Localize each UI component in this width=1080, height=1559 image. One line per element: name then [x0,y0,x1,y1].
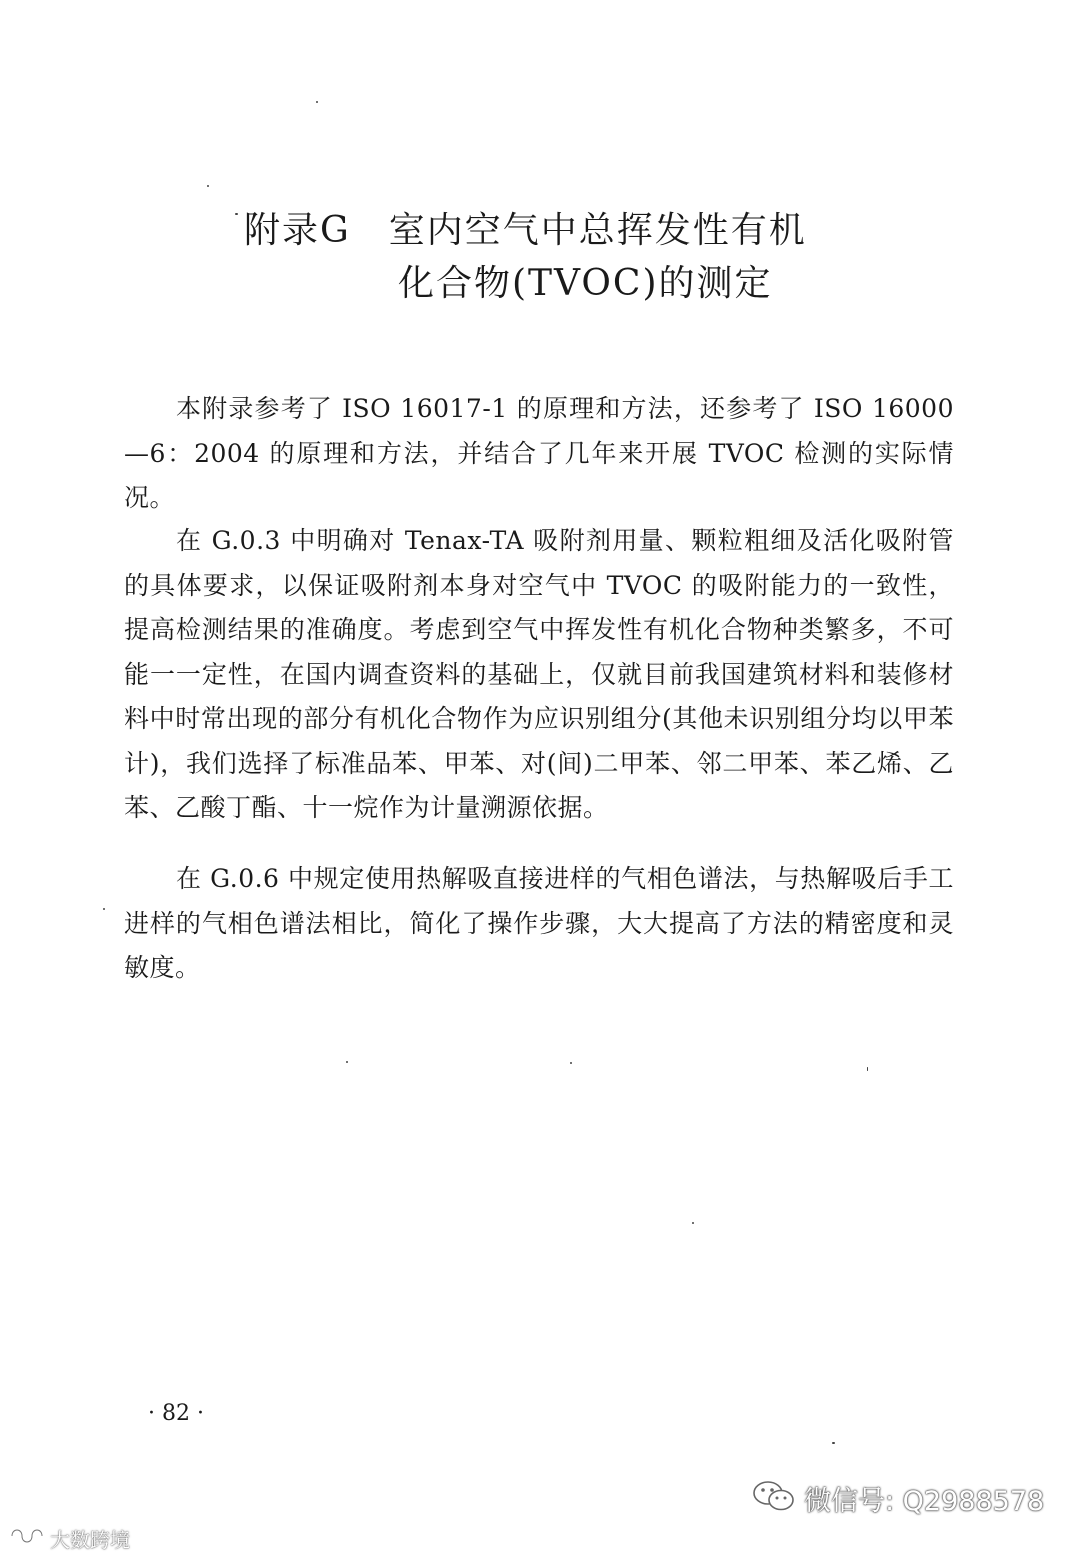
scan-speck [692,1222,694,1224]
scan-speck [867,1067,868,1071]
page-number: · 82 · [148,1401,204,1426]
paragraph-2: 在 G.0.3 中明确对 Tenax-TA 吸附剂用量、颗粒粗细及活化吸附管的具体要求，以保证吸附剂本身对空气中 TVOC 的吸附能力的一致性，提高检测结果的准确度。考虑到空气中挥发性有机化合物种类繁多，不可能一一定性，在国内调查资料的基础上，仅就目前我国建筑材料和装修材料中时常出现的部分有机化合物作为应识别组分(其他未识别组分均以甲苯计)，我们选择了标准品苯、甲苯、对(间)二甲苯、邻二甲苯、苯乙烯、乙苯、乙酸丁酯、十一烷作为计量溯源依据。 [124,526,954,822]
paragraph-1: 本附录参考了 ISO 16017-1 的原理和方法，还参考了 ISO 16000—6：2004 的原理和方法，并结合了几年来开展 TVOC 检测的实际情况。 [124,394,954,512]
watermark-wechat-text: 微信号: Q2988578 [804,1485,1045,1517]
brand-logo-icon [6,1523,46,1553]
watermark-brand-text: 大数跨境 [50,1527,130,1552]
paragraph-3: 在 G.0.6 中规定使用热解吸直接进样的气相色谱法，与热解吸后手工进样的气相色谱法相比，简化了操作步骤，大大提高了方法的精密度和灵敏度。 [124,864,954,982]
appendix-title-line2: 化合物(TVOC)的测定 [398,263,773,304]
scan-speck [316,101,318,103]
appendix-title-line1: 附录G 室内空气中总挥发性有机 [244,210,807,251]
scan-speck [207,185,209,187]
scan-speck [103,908,105,910]
scan-speck [570,1062,572,1064]
watermark-brand [6,1522,130,1554]
scan-speck [346,1061,348,1063]
wechat-logo-icon [752,1479,796,1517]
watermark-wechat [752,1478,1044,1518]
scan-speck [832,1442,835,1444]
scan-speck [235,213,238,215]
